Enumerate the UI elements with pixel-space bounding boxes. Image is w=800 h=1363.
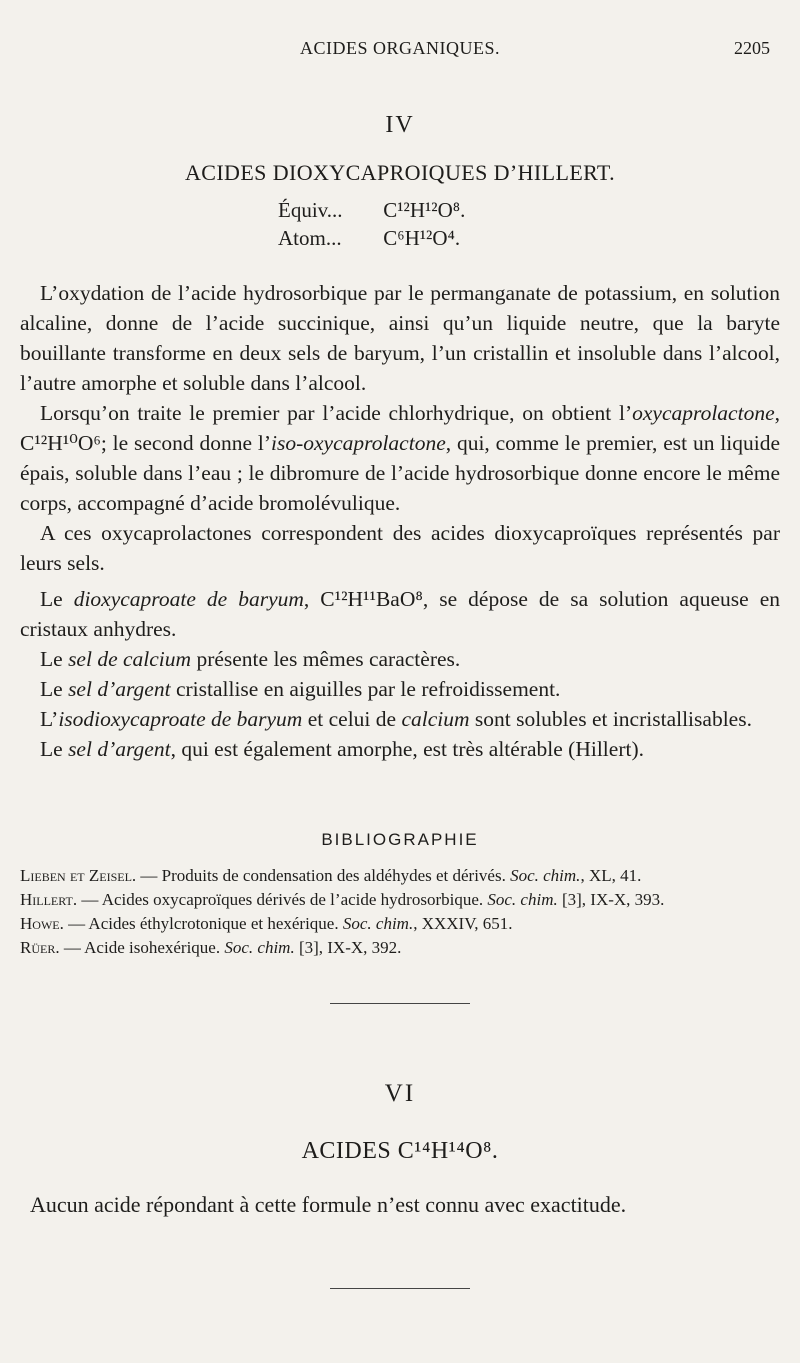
closing-text: Aucun acide répondant à cette formule n’est connu avec exactitude. <box>30 1192 627 1217</box>
italic-term: iso-oxycaprolactone <box>271 431 446 455</box>
paragraph-1: L’oxydation de l’acide hydrosorbique par le permanganate de potassium, en solution alcaline, donne de l’acide succinique, ainsi qu’un liquide neutre, que la baryte bouillante transforme en deux sels de baryum, l’un cristallin et insoluble dans l’alcool, l’autre amorphe et soluble dans l’alcool. <box>20 281 780 395</box>
bibliography-entry <box>20 912 780 936</box>
formula-block <box>278 196 465 252</box>
bibliography-heading: BIBLIOGRAPHIE <box>321 830 479 849</box>
entry-author: Rüer. <box>20 938 60 957</box>
divider-rule <box>330 1003 470 1004</box>
text-run: Le <box>40 677 69 701</box>
atom-row <box>278 224 465 252</box>
paragraph-7 <box>20 704 780 734</box>
entry-author: Lieben et Zeisel. <box>20 866 137 885</box>
equiv-row <box>278 196 465 224</box>
entry-ref: , XL, 41. <box>580 866 642 885</box>
italic-term: calcium <box>401 707 470 731</box>
text-run: L’ <box>40 707 59 731</box>
entry-journal: Soc. chim. <box>487 890 558 909</box>
entry-journal: Soc. chim. <box>224 938 295 957</box>
italic-term: isodioxycaproate de baryum <box>58 707 303 731</box>
bibliography-entry <box>20 864 780 888</box>
italic-term: sel d’argent <box>68 737 171 761</box>
entry-text: — Acides oxycaproïques dérivés de l’acide hydrosorbique. <box>77 890 488 909</box>
running-header <box>0 38 800 66</box>
equiv-label: Équiv... <box>278 198 343 222</box>
entry-text: — Acides éthylcrotonique et hexérique. <box>63 914 343 933</box>
section-number-vi: VI <box>384 1080 416 1107</box>
section-title: ACIDES DIOXYCAPROIQUES D’HILLERT. <box>184 160 616 185</box>
atom-formula: C⁶H¹²O⁴. <box>383 226 461 250</box>
section-number: IV <box>385 112 415 138</box>
divider-rule <box>330 1288 470 1289</box>
running-title: ACIDES ORGANIQUES. <box>299 38 500 58</box>
page-number: 2205 <box>734 38 770 58</box>
entry-journal: Soc. chim. <box>342 914 414 933</box>
entry-text: — Acide isohexérique. <box>59 938 225 957</box>
italic-term: sel de calcium <box>68 647 192 671</box>
entry-author: Hillert. <box>20 890 78 909</box>
text-run: Lorsqu’on traite le premier par l’acide chlorhydrique, on obtient l’ <box>40 401 633 425</box>
text-run: Le <box>40 587 74 611</box>
text-run: Le <box>40 647 69 671</box>
text-run: , C¹²H¹¹BaO⁸, se dépose de sa solution aqueuse en cristaux anhydres. <box>20 587 780 641</box>
text-run: , qui est également amorphe, est très altérable (Hillert). <box>170 737 644 761</box>
italic-term: sel d’argent <box>68 677 171 701</box>
text-run: , qui, comme le premier, est un liquide épais, soluble dans l’eau ; le dibromure de l’acide hydrosorbique donne encore le même corps, accompagné d’acide bromolévulique. <box>20 431 781 515</box>
text-run: sont solubles et incristallisables. <box>469 707 752 731</box>
text-run: et celui de <box>302 707 402 731</box>
body-paragraphs-b <box>20 584 780 764</box>
entry-author: Howe. <box>20 914 64 933</box>
text-run: présente les mêmes caractères. <box>191 647 461 671</box>
entry-ref: [3], IX-X, 392. <box>294 938 402 957</box>
paragraph-6 <box>20 674 780 704</box>
entry-journal: Soc. chim. <box>510 866 581 885</box>
entry-ref: , XXXIV, 651. <box>413 914 513 933</box>
italic-term: oxycaprolactone <box>632 401 775 425</box>
entry-text: — Produits de condensation des aldéhydes et dérivés. <box>136 866 511 885</box>
text-run: , C¹²H¹⁰O⁶; le second donne l’ <box>20 401 780 455</box>
paragraph-3: A ces oxycaprolactones correspondent des acides dioxycaproïques représentés par leurs sels. <box>20 521 780 575</box>
paragraph-4 <box>20 584 780 644</box>
bibliography-list <box>20 864 780 960</box>
bibliography-entry <box>20 888 780 912</box>
text-run: Le <box>40 737 69 761</box>
entry-ref: [3], IX-X, 393. <box>557 890 665 909</box>
bibliography-entry <box>20 936 780 960</box>
equiv-formula: C¹²H¹²O⁸. <box>383 198 466 222</box>
paragraph-8 <box>20 734 780 764</box>
body-paragraphs-a <box>20 278 780 578</box>
section-title-vi: ACIDES C¹⁴H¹⁴O⁸. <box>301 1138 499 1164</box>
text-run: cristallise en aiguilles par le refroidissement. <box>170 677 561 701</box>
paragraph-5 <box>20 644 780 674</box>
italic-term: dioxycaproate de baryum <box>73 587 304 611</box>
paragraph-2 <box>20 398 780 518</box>
atom-label: Atom... <box>278 226 342 250</box>
